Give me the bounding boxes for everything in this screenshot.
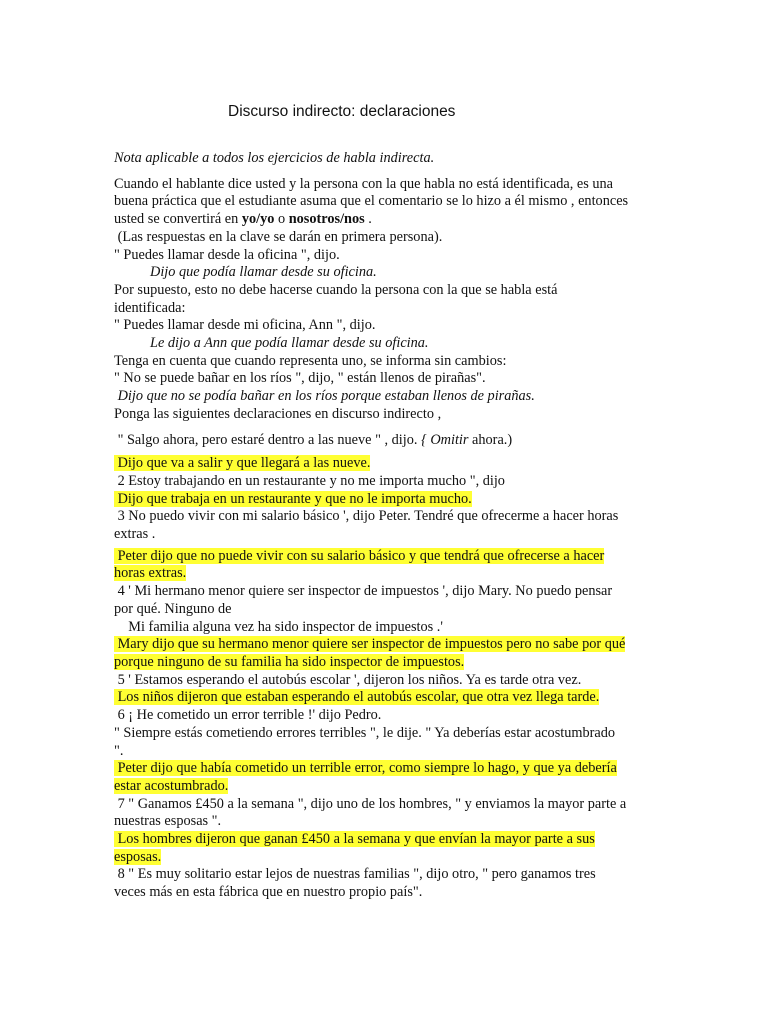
- document-title: Discurso indirecto: declaraciones: [228, 103, 456, 120]
- exercise-5: [114, 672, 664, 707]
- text-line: Tenga en cuenta que cuando representa uno, se informa sin cambios:: [114, 352, 507, 369]
- answer-line: Peter dijo que no puede vivir con su salario básico y que tendrá que ofrecerse a hacer: [114, 547, 605, 564]
- question-line: extras .: [114, 526, 156, 543]
- document-body: [114, 150, 664, 902]
- question-line: " Salgo ahora, pero estaré dentro a las nueve " , dijo. { Omitir ahora.): [114, 431, 513, 448]
- bold-term: nosotros/nos: [288, 211, 365, 228]
- omit-hint: { Omitir: [421, 431, 469, 448]
- example-italic-line: Le dijo a Ann que podía llamar desde su oficina.: [150, 335, 429, 352]
- answer-line: horas extras.: [114, 565, 187, 582]
- answer-line: Los niños dijeron que estaban esperando el autobús escolar, que otra vez llega tarde.: [114, 689, 600, 706]
- question-line: nuestras esposas ".: [114, 813, 222, 830]
- text-line: (Las respuestas en la clave se darán en primera persona).: [114, 228, 443, 245]
- exercise-7: [114, 796, 664, 867]
- text-line: buena práctica que el estudiante asuma que el comentario se lo hizo a él mismo , entonces: [114, 193, 629, 210]
- bold-term: yo/yo: [241, 211, 275, 228]
- exercise-2: [114, 473, 664, 508]
- answer-line: Dijo que va a salir y que llegará a las nueve.: [114, 455, 371, 472]
- question-line: ".: [114, 742, 124, 759]
- text-line: " Puedes llamar desde mi oficina, Ann ", dijo.: [114, 317, 376, 334]
- intro-paragraph: [114, 176, 664, 424]
- answer-line: Dijo que trabaja en un restaurante y que no le importa mucho.: [114, 490, 472, 507]
- note-line: Nota aplicable a todos los ejercicios de habla indirecta.: [114, 150, 435, 166]
- question-line: " Siempre estás cometiendo errores terribles ", le dije. " Ya deberías estar acostumbrado: [114, 724, 616, 741]
- answer-line: estar acostumbrado.: [114, 777, 229, 794]
- instruction-line: Ponga las siguientes declaraciones en discurso indirecto ,: [114, 405, 442, 422]
- question-line: Mi familia alguna vez ha sido inspector de impuestos .': [114, 618, 443, 635]
- question-line: por qué. Ninguno de: [114, 600, 232, 617]
- text-line: identificada:: [114, 299, 186, 316]
- example-italic-line: Dijo que no se podía bañar en los ríos porque estaban llenos de pirañas.: [114, 388, 535, 405]
- text-line: Cuando el hablante dice usted y la persona con la que habla no está identificada, es una: [114, 175, 614, 192]
- question-line: 3 No puedo vivir con mi salario básico ', dijo Peter. Tendré que ofrecerme a hacer horas: [114, 508, 619, 525]
- text-line: Por supuesto, esto no debe hacerse cuando la persona con la que se habla está: [114, 281, 558, 298]
- text-line: " Puedes llamar desde la oficina ", dijo.: [114, 246, 340, 263]
- answer-line: Los hombres dijeron que ganan £450 a la semana y que envían la mayor parte a sus: [114, 831, 595, 848]
- exercise-8: [114, 866, 664, 901]
- answer-line: Mary dijo que su hermano menor quiere ser inspector de impuestos pero no sabe por qué: [114, 636, 626, 653]
- question-line: 8 " Es muy solitario estar lejos de nuestras familias ", dijo otro, " pero ganamos tres: [114, 866, 596, 883]
- exercise-1: [114, 432, 664, 473]
- text-line: " No se puede bañar en los ríos ", dijo, " están llenos de pirañas".: [114, 370, 486, 387]
- question-line: 6 ¡ He cometido un error terrible !' dijo Pedro.: [114, 707, 382, 724]
- question-line: 5 ' Estamos esperando el autobús escolar ', dijeron los niños. Ya es tarde otra vez.: [114, 671, 582, 688]
- answer-line: Peter dijo que había cometido un terrible error, como siempre lo hago, y que ya debería: [114, 760, 617, 777]
- answer-line: porque ninguno de su familia ha sido inspector de impuestos.: [114, 653, 465, 670]
- question-line: 7 " Ganamos £450 a la semana ", dijo uno de los hombres, " y enviamos la mayor parte a: [114, 795, 627, 812]
- example-italic-line: Dijo que podía llamar desde su oficina.: [150, 264, 377, 281]
- question-line: veces más en esta fábrica que en nuestro propio país".: [114, 884, 423, 901]
- text-line: usted se convertirá en yo/yo o nosotros/nos .: [114, 211, 372, 228]
- answer-line: esposas.: [114, 848, 162, 865]
- exercise-6: [114, 707, 664, 796]
- question-line: 2 Estoy trabajando en un restaurante y no me importa mucho ", dijo: [114, 472, 505, 489]
- question-line: 4 ' Mi hermano menor quiere ser inspector de impuestos ', dijo Mary. No puedo pensar: [114, 583, 613, 600]
- exercise-4: [114, 583, 664, 672]
- exercise-3: [114, 508, 664, 583]
